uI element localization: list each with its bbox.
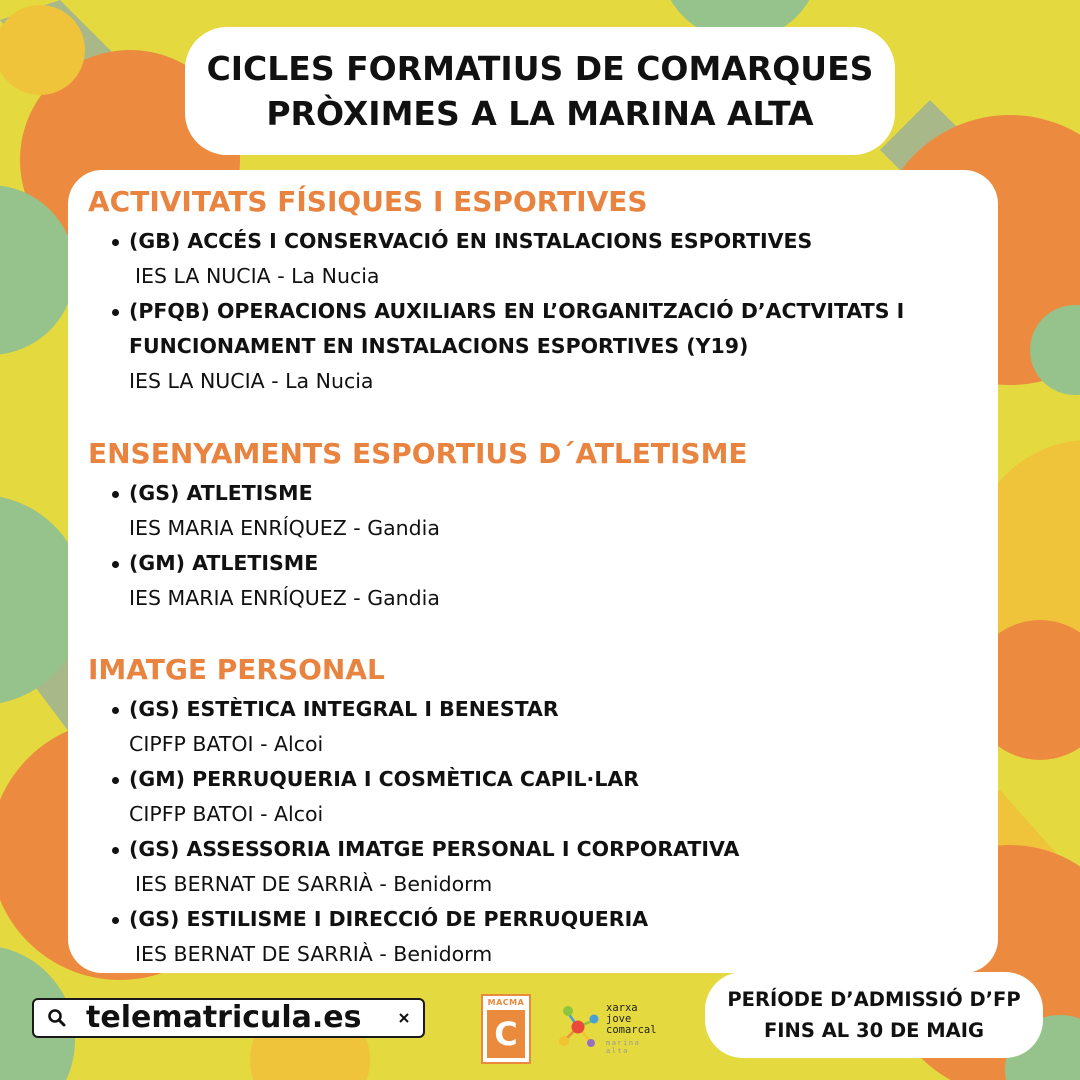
bullet-icon xyxy=(112,561,119,568)
course-title: (GB) ACCÉS I CONSERVACIÓ EN INSTALACIONS ESPORTIVES xyxy=(129,229,813,253)
course-school: IES LA NUCIA - La Nucia xyxy=(129,369,374,393)
xarxa-logo-sub: marina alta xyxy=(606,1039,641,1055)
course-title-line-1: (PFQB) OPERACIONS AUXILIARS EN L’ORGANITZACIÓ D’ACTVITATS I xyxy=(129,299,905,323)
xarxa-logo-text xyxy=(606,1003,666,1055)
xarxa-logo-line: comarcal xyxy=(606,1024,657,1036)
course-school: IES LA NUCIA - La Nucia xyxy=(135,264,380,288)
course-title: (GM) ATLETISME xyxy=(129,551,319,575)
macma-logo-letter: C xyxy=(487,1010,525,1058)
title-line-1: CICLES FORMATIUS DE COMARQUES xyxy=(206,49,874,88)
macma-logo xyxy=(481,994,531,1064)
course-school: IES MARIA ENRÍQUEZ - Gandia xyxy=(129,516,440,540)
course-list xyxy=(88,224,978,399)
list-item xyxy=(88,224,978,294)
course-school: IES BERNAT DE SARRIÀ - Benidorm xyxy=(135,872,493,896)
bullet-icon xyxy=(112,777,119,784)
content-card xyxy=(68,170,998,973)
course-title: (GM) PERRUQUERIA I COSMÈTICA CAPIL·LAR xyxy=(129,767,640,791)
list-item xyxy=(88,294,978,399)
list-item xyxy=(88,546,978,616)
section-imatge-personal xyxy=(88,652,978,972)
search-bar[interactable] xyxy=(32,998,425,1038)
bullet-icon xyxy=(112,707,119,714)
deadline-line-2: FINS AL 30 DE MAIG xyxy=(763,1019,984,1042)
list-item xyxy=(88,762,978,832)
bullet-icon xyxy=(112,917,119,924)
bullet-icon xyxy=(112,239,119,246)
xarxa-logo-line: jove xyxy=(606,1013,632,1025)
section-heading: ENSENYAMENTS ESPORTIUS D´ATLETISME xyxy=(88,437,748,470)
deadline-line-1: PERÍODE D’ADMISSIÓ D’FP xyxy=(727,988,1021,1011)
bullet-icon xyxy=(112,847,119,854)
xarxa-network-icon xyxy=(556,999,602,1051)
xarxa-logo-line: xarxa xyxy=(606,1002,638,1014)
course-list xyxy=(88,692,978,972)
search-query-text[interactable]: telematricula.es xyxy=(86,1000,362,1035)
course-school: IES MARIA ENRÍQUEZ - Gandia xyxy=(129,586,440,610)
list-item xyxy=(88,692,978,762)
section-heading: IMATGE PERSONAL xyxy=(88,653,385,686)
list-item xyxy=(88,902,978,972)
course-title: (GS) ESTÈTICA INTEGRAL I BENESTAR xyxy=(129,697,559,721)
section-ensenyaments-esportius xyxy=(88,436,978,616)
course-title: (GS) ATLETISME xyxy=(129,481,313,505)
xarxa-jove-comarcal-logo xyxy=(556,997,666,1055)
course-title-line-2: FUNCIONAMENT EN INSTALACIONS ESPORTIVES (Y19) xyxy=(129,334,749,358)
section-heading: ACTIVITATS FÍSIQUES I ESPORTIVES xyxy=(88,185,648,218)
title-banner xyxy=(185,27,895,155)
list-item xyxy=(88,476,978,546)
course-title: (GS) ASSESSORIA IMATGE PERSONAL I CORPORATIVA xyxy=(129,837,740,861)
course-school: CIPFP BATOI - Alcoi xyxy=(129,802,324,826)
list-item xyxy=(88,832,978,902)
course-title: (GS) ESTILISME I DIRECCIÓ DE PERRUQUERIA xyxy=(129,907,649,931)
section-activitats-fisiques xyxy=(88,184,978,399)
course-school: CIPFP BATOI - Alcoi xyxy=(129,732,324,756)
course-list xyxy=(88,476,978,616)
admission-deadline-banner xyxy=(705,972,1043,1058)
bullet-icon xyxy=(112,491,119,498)
title-line-2: PRÒXIMES A LA MARINA ALTA xyxy=(266,94,814,133)
search-icon[interactable] xyxy=(46,1007,68,1029)
macma-logo-label: MACMA xyxy=(487,998,525,1007)
close-icon[interactable] xyxy=(397,1011,411,1025)
bullet-icon xyxy=(112,309,119,316)
course-school: IES BERNAT DE SARRIÀ - Benidorm xyxy=(135,942,493,966)
